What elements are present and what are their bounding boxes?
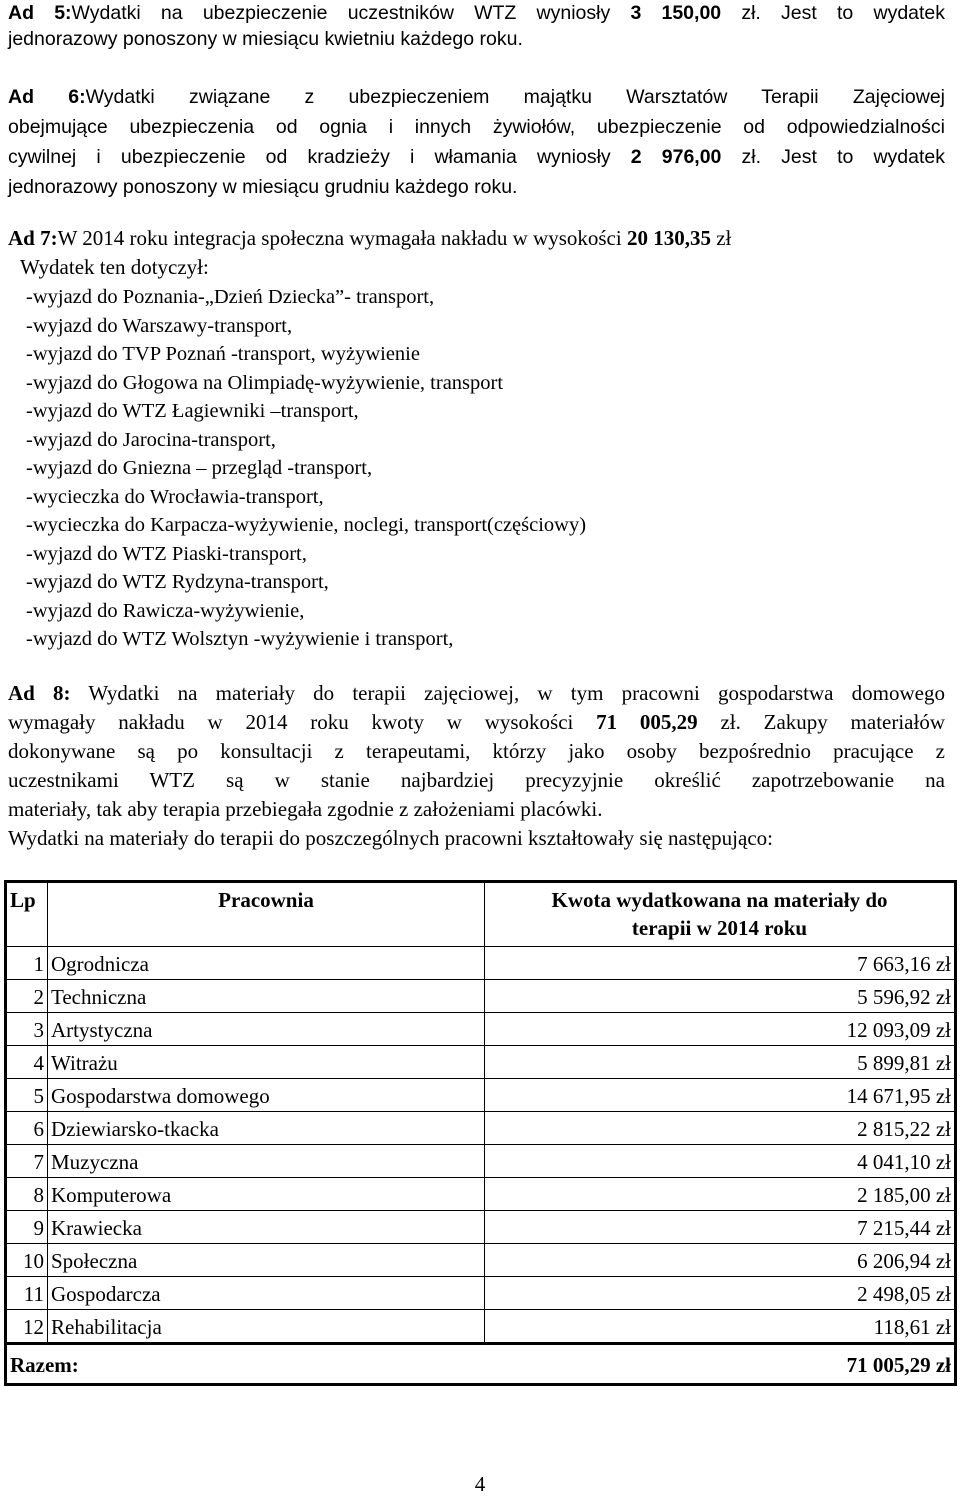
list-item: -wycieczka do Wrocławia-transport, [26, 485, 324, 508]
page-number: 4 [474, 1472, 486, 1496]
row-lp: 10 [6, 1244, 48, 1277]
ad7-text: W 2014 roku integracja społeczna wymagała nakładu w wysokości [57, 226, 627, 250]
row-name: Artystyczna [48, 1013, 485, 1046]
row-name: Muzyczna [48, 1145, 485, 1178]
row-amount: 12 093,09 zł [485, 1013, 956, 1046]
ad5-line2: jednorazowy ponoszony w miesiącu kwietniu każdego roku. [8, 28, 523, 50]
ad7-label: Ad 7: [8, 226, 58, 250]
ad8-line2: wymagały nakładu w 2014 roku kwoty w wysokości [8, 710, 597, 734]
row-amount: 5 596,92 zł [485, 980, 956, 1013]
ad7-intro: Wydatek ten dotyczył: [20, 255, 209, 279]
table-row [6, 1310, 956, 1344]
row-amount: 7 663,16 zł [485, 947, 956, 980]
list-item: -wyjazd do Gniezna – przegląd -transport, [26, 457, 373, 479]
row-name: Komputerowa [48, 1178, 485, 1211]
ad6-amount: 2 976,00 [630, 146, 722, 168]
row-amount: 14 671,95 zł [485, 1079, 956, 1112]
row-name: Gospodarcza [48, 1277, 485, 1310]
row-lp: 3 [6, 1013, 48, 1046]
ad8-paragraph [8, 679, 945, 853]
ad8-line3: dokonywane są po konsultacji z terapeutami, którzy jako osoby bezpośrednio pracujące z [8, 739, 945, 763]
list-item: -wycieczka do Karpacza-wyżywienie, noclegi, transport(częściowy) [26, 514, 587, 536]
row-name: Dziewiarsko-tkacka [48, 1112, 485, 1145]
row-lp: 2 [6, 980, 48, 1013]
header-kwota [485, 882, 956, 947]
table-row [6, 1046, 956, 1079]
row-lp: 8 [6, 1178, 48, 1211]
ad6-line3: cywilnej i ubezpieczenie od kradzieży i włamania wyniosły [8, 146, 631, 168]
row-lp: 5 [6, 1079, 48, 1112]
ad8-amount: 71 005,29 [596, 710, 698, 734]
table-row [6, 1277, 956, 1310]
table-row [6, 980, 956, 1013]
table-row [6, 1112, 956, 1145]
ad6-line2: obejmujące ubezpieczenia od ognia i innych żywiołów, ubezpieczenie od odpowiedzialności [8, 116, 945, 138]
header-pracownia: Pracownia [218, 888, 314, 912]
ad5-paragraph [8, 0, 945, 54]
header-lp: Lp [6, 882, 48, 947]
row-lp: 4 [6, 1046, 48, 1079]
ad8-label: Ad 8: [8, 681, 71, 705]
row-amount: 2 815,22 zł [485, 1112, 956, 1145]
row-lp: 7 [6, 1145, 48, 1178]
materials-table [4, 880, 957, 1386]
row-lp: 11 [6, 1277, 48, 1310]
ad5-text: Wydatki na ubezpieczenie uczestników WTZ wyniosły [71, 2, 631, 24]
row-name: Rehabilitacja [48, 1310, 485, 1344]
table-total-row [6, 1344, 956, 1385]
ad8-line1: Wydatki na materiały do terapii zajęciowej, w tym pracowni gospodarstwa domowego [88, 681, 945, 705]
list-item: -wyjazd do Warszawy-transport, [26, 314, 293, 337]
ad8-line2-end: zł. Zakupy materiałów [697, 710, 946, 734]
table-row [6, 1244, 956, 1277]
list-item: -wyjazd do Rawicza-wyżywienie, [26, 599, 305, 622]
header-kwota-line2: terapii w 2014 roku [631, 916, 808, 940]
ad5-text-end: zł. Jest to wydatek [721, 2, 946, 24]
ad6-line4: jednorazowy ponoszony w miesiącu grudniu każdego roku. [8, 176, 518, 198]
total-label: Razem: [10, 1353, 79, 1377]
ad5-label: Ad 5: [8, 2, 72, 24]
ad6-line3-end: zł. Jest to wydatek [721, 146, 945, 168]
row-amount: 7 215,44 zł [485, 1211, 956, 1244]
row-lp: 1 [6, 947, 48, 980]
table-row [6, 1211, 956, 1244]
list-item: -wyjazd do TVP Poznań -transport, wyżywienie [26, 343, 420, 365]
table-row [6, 1013, 956, 1046]
list-item: -wyjazd do Jarocina-transport, [26, 428, 276, 451]
ad8-line4: uczestnikami WTZ są w stanie najbardziej precyzyjnie określić zapotrzebowanie na [8, 768, 945, 792]
row-amount: 2 185,00 zł [485, 1178, 956, 1211]
header-kwota-line1: Kwota wydatkowana na materiały do [551, 888, 888, 912]
ad5-amount: 3 150,00 [630, 2, 722, 24]
table-row [6, 1145, 956, 1178]
row-lp: 12 [6, 1310, 48, 1344]
total-amount: 71 005,29 zł [485, 1344, 956, 1385]
ad7-paragraph [8, 224, 945, 253]
row-name: Społeczna [48, 1244, 485, 1277]
row-lp: 9 [6, 1211, 48, 1244]
row-amount: 4 041,10 zł [485, 1145, 956, 1178]
list-item: -wyjazd do WTZ Rydzyna-transport, [26, 571, 329, 593]
ad7-amount: 20 130,35 [626, 226, 711, 250]
list-item: -wyjazd do Poznania-„Dzień Dziecka”- transport, [26, 286, 435, 308]
row-name: Gospodarstwa domowego [48, 1079, 485, 1112]
row-name: Witrażu [48, 1046, 485, 1079]
row-amount: 118,61 zł [485, 1310, 956, 1344]
row-name: Techniczna [48, 980, 485, 1013]
ad7-expense-list [26, 283, 586, 654]
row-name: Krawiecka [48, 1211, 485, 1244]
row-amount: 2 498,05 zł [485, 1277, 956, 1310]
row-amount: 6 206,94 zł [485, 1244, 956, 1277]
ad7-text-end: zł [710, 226, 732, 250]
table-header-row [6, 882, 956, 947]
list-item: -wyjazd do WTZ Wolsztyn -wyżywienie i transport, [26, 628, 454, 650]
list-item: -wyjazd do WTZ Łagiewniki –transport, [26, 400, 359, 422]
ad8-line5: materiały, tak aby terapia przebiegała zgodnie z założeniami placówki. [8, 797, 603, 821]
list-item: -wyjazd do Głogowa na Olimpiadę-wyżywienie, transport [26, 371, 504, 394]
ad6-line1: Wydatki związane z ubezpieczeniem majątku Warsztatów Terapii Zajęciowej [85, 86, 945, 108]
row-name: Ogrodnicza [48, 947, 485, 980]
table-row [6, 947, 956, 980]
ad6-paragraph [8, 82, 945, 202]
list-item: -wyjazd do WTZ Piaski-transport, [26, 542, 307, 565]
row-amount: 5 899,81 zł [485, 1046, 956, 1079]
ad6-label: Ad 6: [8, 86, 86, 108]
row-lp: 6 [6, 1112, 48, 1145]
table-row [6, 1079, 956, 1112]
ad8-line6: Wydatki na materiały do terapii do poszczególnych pracowni kształtowały się następująco: [8, 826, 773, 850]
table-row [6, 1178, 956, 1211]
